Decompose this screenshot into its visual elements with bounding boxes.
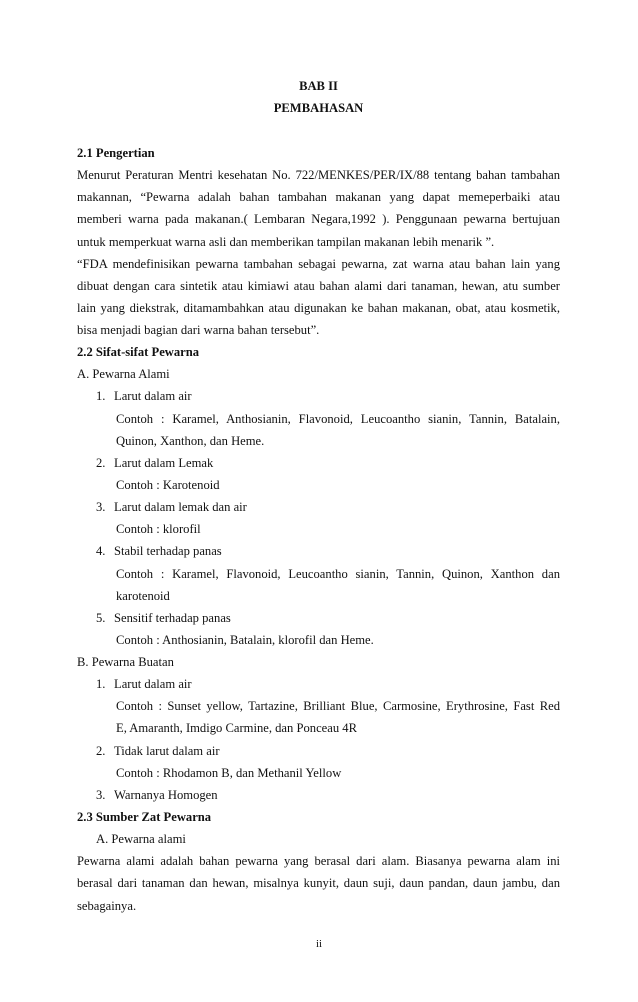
section-heading-sifat: 2.2 Sifat-sifat Pewarna [77,345,200,359]
list-number: 5. [96,611,106,625]
list-item-label: Warnanya Homogen [114,788,218,802]
list-item [96,674,560,694]
example-line: Contoh : Sunset yellow, Tartazine, Brilliant Blue, Carmosine, Erythrosine, Fast Red [116,699,560,713]
chapter-title: PEMBAHASAN [273,101,364,115]
list-number: 3. [96,500,106,514]
section-heading-pengertian: 2.1 Pengertian [77,146,155,160]
paragraph-line: berasal dari tanaman dan hewan, misalnya kunyit, daun suji, daun pandan, daun jambu, dan [77,876,560,890]
paragraph-line: memberi warna pada makanan.( Lembaran Negara,1992 ). Penggunaan pewarna bertujuan [77,212,560,226]
example-line: Contoh : Karotenoid [116,478,220,492]
sub-label-pewarna-alami: A. Pewarna alami [96,832,186,846]
list-item-label: Larut dalam Lemak [114,456,214,470]
list-number: 2. [96,744,106,758]
chapter-label: BAB II [299,79,338,93]
paragraph-line: Pewarna alami adalah bahan pewarna yang berasal dari alam. Biasanya pewarna alam ini [77,854,560,868]
paragraph-line: lain yang diekstrak, ditamambahkan atau digunakan ke bahan makanan, obat, atau kosmetik, [77,301,560,315]
list-number: 1. [96,677,106,691]
list-item-label: Larut dalam lemak dan air [114,500,247,514]
list-number: 3. [96,788,106,802]
example-line: Quinon, Xanthon, dan Heme. [116,434,265,448]
paragraph-line: sebagainya. [77,899,137,913]
paragraph-line: “FDA mendefinisikan pewarna tambahan sebagai pewarna, zat warna atau bahan lain yang [77,257,560,271]
list-number: 2. [96,456,106,470]
paragraph-line: dibuat dengan cara sintetik atau kimiawi atau bahan alami dari tanaman, hewan, atu sumber [77,279,560,293]
example-line: Contoh : Karamel, Anthosianin, Flavonoid, Leucoantho sianin, Tannin, Batalain, [116,412,560,426]
list-number: 1. [96,389,106,403]
example-line: E, Amaranth, Imdigo Carmine, dan Ponceau 4R [116,721,357,735]
list-item [96,741,560,761]
paragraph-line: makannan, “Pewarna adalah bahan tambahan makanan yang dapat memeperbaiki atau [77,190,560,204]
list-item [96,608,560,628]
example-line: Contoh : klorofil [116,522,201,536]
list-item [96,497,560,517]
list-item-label: Larut dalam air [114,677,192,691]
list-number: 4. [96,544,106,558]
paragraph-line: bisa menjadi bagian dari warna bahan tersebut”. [77,323,320,337]
list-item-label: Sensitif terhadap panas [114,611,231,625]
page-number: ii [315,938,323,950]
list-item-label: Larut dalam air [114,389,192,403]
example-line: Contoh : Anthosianin, Batalain, klorofil dan Heme. [116,633,374,647]
list-item [96,386,560,406]
list-item [96,541,560,561]
section-heading-sumber: 2.3 Sumber Zat Pewarna [77,810,212,824]
paragraph-line: Menurut Peraturan Mentri kesehatan No. 722/MENKES/PER/IX/88 tentang bahan tambahan [77,168,560,182]
group-label-alami: A. Pewarna Alami [77,367,170,381]
list-item-label: Stabil terhadap panas [114,544,222,558]
list-item [96,453,560,473]
list-item [96,785,560,805]
example-line: karotenoid [116,589,170,603]
example-line: Contoh : Karamel, Flavonoid, Leucoantho sianin, Tannin, Quinon, Xanthon dan [116,567,560,581]
list-item-label: Tidak larut dalam air [114,744,220,758]
example-line: Contoh : Rhodamon B, dan Methanil Yellow [116,766,342,780]
paragraph-line: untuk memperkuat warna asli dan memberikan tampilan makanan lebih menarik ”. [77,235,495,249]
group-label-buatan: B. Pewarna Buatan [77,655,174,669]
